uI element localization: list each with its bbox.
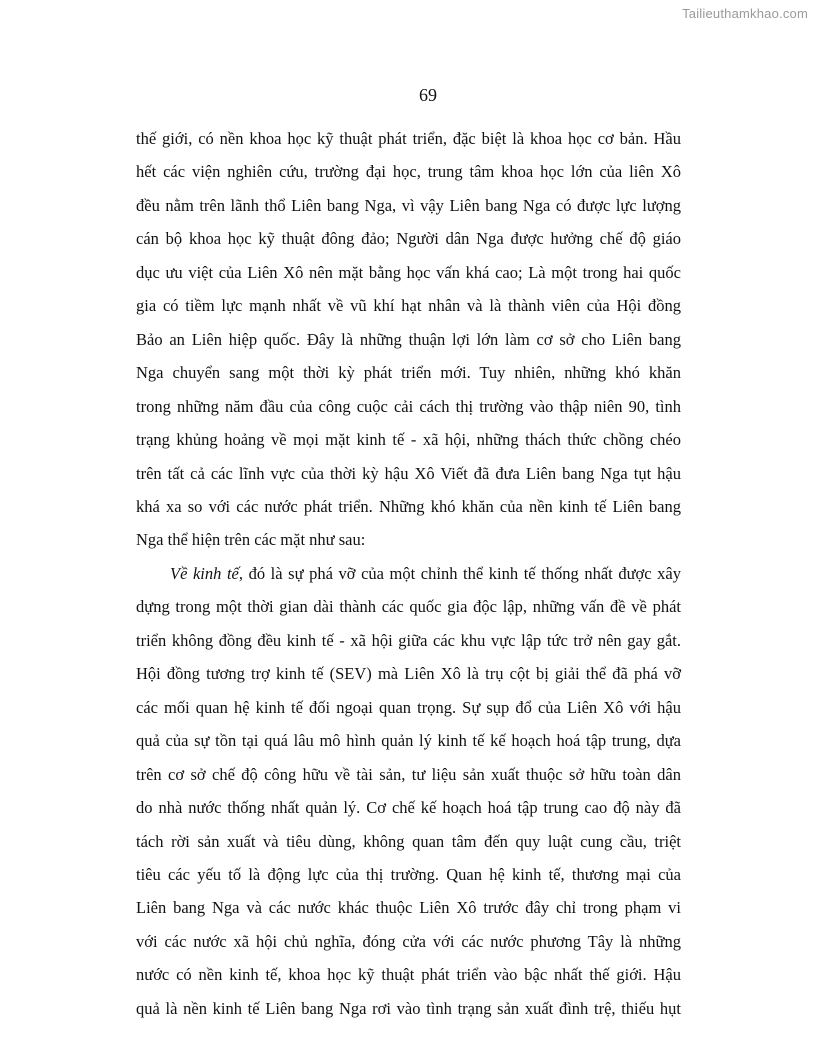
text-line: với các nước xã hội chủ nghĩa, đóng cửa với các nước phương Tây là những bbox=[136, 931, 681, 951]
text-span: , đó là sự phá vỡ của một chỉnh thể kinh tế thống nhất được xây bbox=[238, 563, 681, 583]
text-line: do nhà nước thống nhất quản lý. Cơ chế kế hoạch hoá tập trung cao độ này đã bbox=[136, 798, 681, 818]
text-line: triển không đồng đều kinh tế - xã hội giữa các khu vực lập tức trở nên gay gắt. bbox=[136, 630, 681, 650]
text-line: tách rời sản xuất và tiêu dùng, không quan tâm đến quy luật cung cầu, triệt bbox=[136, 831, 681, 851]
text-line: gia có tiềm lực mạnh nhất về vũ khí hạt nhân và là thành viên của Hội đồng bbox=[136, 296, 681, 316]
text-line: Bảo an Liên hiệp quốc. Đây là những thuận lợi lớn làm cơ sở cho Liên bang bbox=[136, 329, 681, 349]
text-line: khá xa so với các nước phát triển. Những khó khăn của nền kinh tế Liên bang bbox=[136, 496, 681, 516]
page-number: 69 bbox=[419, 85, 437, 105]
text-line: nước có nền kinh tế, khoa học kỹ thuật phát triển vào bậc nhất thế giới. Hậu bbox=[136, 965, 681, 985]
text-line: dựng trong một thời gian dài thành các quốc gia độc lập, những vấn đề về phát bbox=[136, 597, 681, 617]
text-line: Nga thể hiện trên các mặt như sau: bbox=[136, 530, 366, 550]
paragraph-1 bbox=[136, 122, 681, 557]
paragraph-2 bbox=[136, 557, 681, 1025]
text-line bbox=[136, 557, 681, 590]
text-line: trên cơ sở chế độ công hữu về tài sản, tư liệu sản xuất thuộc sở hữu toàn dân bbox=[136, 764, 681, 784]
document-body bbox=[136, 122, 681, 1025]
text-line: đều nằm trên lãnh thổ Liên bang Nga, vì vậy Liên bang Nga có được lực lượng bbox=[136, 195, 681, 215]
text-line: Hội đồng tương trợ kinh tế (SEV) mà Liên Xô là trụ cột bị giải thể đã phá vỡ bbox=[136, 664, 681, 684]
text-line: quả của sự tồn tại quá lâu mô hình quản lý kinh tế kế hoạch hoá tập trung, dựa bbox=[136, 731, 681, 751]
text-line: trên tất cả các lĩnh vực của thời kỳ hậu Xô Viết đã đưa Liên bang Nga tụt hậu bbox=[136, 463, 681, 483]
text-line: Nga chuyển sang một thời kỳ phát triển mới. Tuy nhiên, những khó khăn bbox=[136, 363, 681, 383]
text-line: dục ưu việt của Liên Xô nên mặt bằng học vấn khá cao; Là một trong hai quốc bbox=[136, 262, 681, 282]
text-line: quả là nền kinh tế Liên bang Nga rơi vào tình trạng sản xuất đình trệ, thiếu hụt bbox=[136, 998, 681, 1018]
text-line: trạng khủng hoảng về mọi mặt kinh tế - xã hội, những thách thức chồng chéo bbox=[136, 430, 681, 450]
text-line: thế giới, có nền khoa học kỹ thuật phát triển, đặc biệt là khoa học cơ bản. Hầu bbox=[136, 129, 681, 148]
watermark: Tailieuthamkhao.com bbox=[682, 6, 808, 21]
text-line: cán bộ khoa học kỹ thuật đông đảo; Người dân Nga được hưởng chế độ giáo bbox=[136, 229, 681, 249]
text-line: Liên bang Nga và các nước khác thuộc Liên Xô trước đây chỉ trong phạm vi bbox=[136, 898, 681, 918]
text-line: tiêu các yếu tố là động lực của thị trường. Quan hệ kinh tế, thương mại của bbox=[136, 864, 681, 884]
italic-heading: Về kinh tế bbox=[170, 563, 239, 583]
text-line: trong những năm đầu của công cuộc cải cách thị trường vào thập niên 90, tình bbox=[136, 396, 681, 416]
text-line: các mối quan hệ kinh tế đối ngoại quan trọng. Sự sụp đổ của Liên Xô với hậu bbox=[136, 697, 681, 717]
text-line: hết các viện nghiên cứu, trường đại học, trung tâm khoa học lớn của liên Xô bbox=[136, 162, 681, 182]
